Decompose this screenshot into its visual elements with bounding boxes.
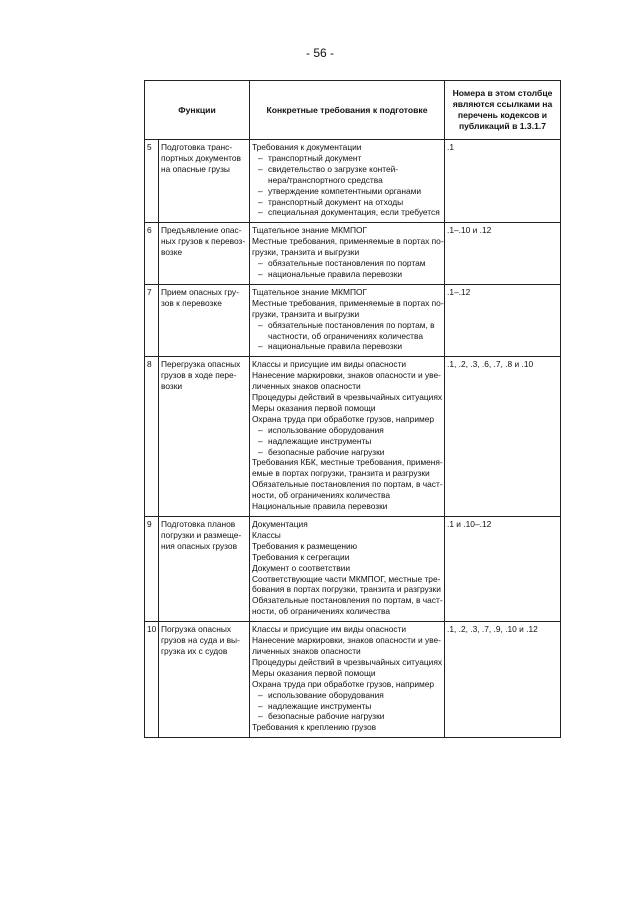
dash-bullet-icon: –: [258, 196, 263, 207]
table-row: [145, 357, 561, 517]
requirement-line: [252, 309, 442, 320]
requirement-line: [252, 606, 442, 617]
requirement-text: Обязательные постановления по портам, в част-: [252, 595, 443, 606]
requirements-cell: [250, 622, 445, 738]
reference-cell: .1, .2, .3, .6, .7, .8 и .10: [445, 357, 561, 517]
requirement-line: [252, 236, 442, 247]
function-line: возки: [161, 381, 183, 392]
dash-bullet-icon: –: [258, 700, 263, 711]
requirement-text: ности, об ограничениях количества: [252, 606, 390, 617]
function-line: Предъявление опас-: [161, 225, 242, 236]
reference-cell: .1–.10 и .12: [445, 223, 561, 285]
requirement-line: [252, 175, 442, 186]
requirements-cell: [250, 223, 445, 285]
requirement-bullet: [252, 269, 442, 280]
row-number: 7: [145, 284, 159, 356]
requirement-bullet: [252, 701, 442, 712]
requirement-line: [252, 370, 442, 381]
requirement-line: [252, 247, 442, 258]
requirement-bullet: [252, 153, 442, 164]
requirements-cell: [250, 357, 445, 517]
requirement-text: Местные требования, применяемые в портах по-: [252, 236, 444, 247]
requirement-line: [252, 530, 442, 541]
requirement-line: [252, 552, 442, 563]
requirement-text: транспортный документ: [268, 152, 362, 163]
row-number: 9: [145, 517, 159, 622]
requirement-line: [252, 595, 442, 606]
requirement-text: Классы и присущие им виды опасности: [252, 359, 407, 370]
dash-bullet-icon: –: [258, 711, 263, 722]
requirement-line: [252, 225, 442, 236]
function-line: зов к перевозке: [161, 297, 222, 308]
function-line: на опасные грузы: [161, 163, 230, 174]
requirement-text: Тщательное знание МКМПОГ: [252, 225, 368, 236]
requirement-text: Классы и присущие им виды опасности: [252, 624, 407, 635]
table-row: [145, 622, 561, 738]
requirement-bullet: [252, 207, 442, 218]
requirement-line: [252, 298, 442, 309]
requirement-text: национальные правила перевозки: [268, 268, 403, 279]
function-cell: [159, 517, 250, 622]
requirement-line: [252, 646, 442, 657]
requirement-text: Нанесение маркировки, знаков опасности и уве-: [252, 635, 441, 646]
requirement-text: Местные требования, применяемые в портах по-: [252, 297, 444, 308]
row-number: 10: [145, 622, 159, 738]
row-number: 5: [145, 140, 159, 223]
requirement-text: Тщательное знание МКМПОГ: [252, 286, 368, 297]
requirement-text: использование оборудования: [268, 689, 384, 700]
requirement-line: [252, 403, 442, 414]
requirement-text: частности, об ограничениях количества: [268, 330, 424, 341]
requirement-line: [252, 457, 442, 468]
requirement-line: [252, 541, 442, 552]
requirement-bullet: [252, 690, 442, 701]
requirement-bullet: [252, 197, 442, 208]
function-line: грузов на суда и вы-: [161, 635, 240, 646]
requirement-text: обязательные постановления по портам, в: [268, 319, 435, 330]
table-row: [145, 140, 561, 223]
requirement-text: Классы: [252, 529, 281, 540]
requirement-text: нера/транспортного средства: [268, 174, 383, 185]
function-line: ния опасных грузов: [161, 540, 238, 551]
requirement-line: [252, 635, 442, 646]
page-number: - 56 -: [305, 46, 334, 60]
function-line: портных документов: [161, 152, 241, 163]
requirement-line: [252, 414, 442, 425]
dash-bullet-icon: –: [258, 163, 263, 174]
dash-bullet-icon: –: [258, 341, 263, 352]
requirements-cell: [250, 140, 445, 223]
requirement-text: Национальные правила перевозки: [252, 501, 388, 512]
requirement-text: Охрана труда при обработке грузов, например: [252, 678, 435, 689]
requirement-text: личенных знаков опасности: [252, 381, 361, 392]
requirement-text: бования в портах погрузки, транзита и разгрузки: [252, 584, 441, 595]
requirements-cell: [250, 517, 445, 622]
requirement-text: грузки, транзита и выгрузки: [252, 308, 360, 319]
requirement-bullet: [252, 320, 442, 331]
requirement-line: [252, 142, 442, 153]
header-references: Номера в этом столбце являются ссылками на перечень кодексов и публикаций в 1.3.1.7: [445, 81, 561, 140]
requirement-bullet: [252, 258, 442, 269]
requirement-text: надлежащие инструменты: [268, 435, 372, 446]
requirement-line: [252, 331, 442, 342]
requirement-bullet: [252, 711, 442, 722]
reference-cell: .1 и .10–.12: [445, 517, 561, 622]
requirement-text: Обязательные постановления по портам, в част-: [252, 479, 443, 490]
requirement-line: [252, 287, 442, 298]
function-line: Подготовка планов: [161, 519, 236, 529]
function-line: грузка их с судов: [161, 645, 228, 656]
row-number: 6: [145, 223, 159, 285]
requirement-text: Требования КБК, местные требования, применя-: [252, 457, 443, 468]
table-row: [145, 284, 561, 356]
row-number: 8: [145, 357, 159, 517]
requirement-line: [252, 359, 442, 370]
dash-bullet-icon: –: [258, 319, 263, 330]
function-line: погрузки и размеще-: [161, 529, 242, 540]
requirement-text: ности, об ограничениях количества: [252, 490, 390, 501]
requirement-bullet: [252, 436, 442, 447]
requirement-line: [252, 679, 442, 690]
requirement-text: грузки, транзита и выгрузки: [252, 247, 360, 258]
requirement-text: Требования к документации: [252, 142, 362, 152]
dash-bullet-icon: –: [258, 185, 263, 196]
reference-cell: .1, .2, .3, .7, .9, .10 и .12: [445, 622, 561, 738]
requirement-text: Процедуры действий в чрезвычайных ситуациях: [252, 392, 443, 403]
dash-bullet-icon: –: [258, 435, 263, 446]
table-row: [145, 223, 561, 285]
function-cell: [159, 284, 250, 356]
dash-bullet-icon: –: [258, 258, 263, 269]
requirement-line: [252, 584, 442, 595]
requirement-line: [252, 501, 442, 512]
requirement-text: Меры оказания первой помощи: [252, 402, 376, 413]
dash-bullet-icon: –: [258, 268, 263, 279]
table-header-row: [145, 81, 561, 140]
requirement-text: безопасные рабочие нагрузки: [268, 711, 385, 722]
requirements-cell: [250, 284, 445, 356]
dash-bullet-icon: –: [258, 446, 263, 457]
requirement-text: емые в портах погрузки, транзита и разгрузки: [252, 468, 430, 479]
requirement-text: использование оборудования: [268, 424, 384, 435]
reference-cell: .1: [445, 140, 561, 223]
requirement-line: [252, 392, 442, 403]
requirement-line: [252, 468, 442, 479]
requirement-line: [252, 490, 442, 501]
header-requirements: Конкретные требования к подготовке: [250, 81, 445, 140]
dash-bullet-icon: –: [258, 207, 263, 218]
requirement-text: Процедуры действий в чрезвычайных ситуациях: [252, 656, 443, 667]
requirement-line: [252, 381, 442, 392]
requirement-text: транспортный документ на отходы: [268, 196, 404, 207]
requirement-text: Меры оказания первой помощи: [252, 667, 376, 678]
requirement-text: свидетельство о загрузке контей-: [268, 163, 399, 174]
requirement-line: [252, 519, 442, 530]
requirement-text: безопасные рабочие нагрузки: [268, 446, 385, 457]
requirement-line: [252, 668, 442, 679]
requirement-text: личенных знаков опасности: [252, 645, 361, 656]
requirement-text: специальная документация, если требуется: [268, 207, 440, 218]
function-line: Подготовка транс-: [161, 142, 233, 152]
requirement-bullet: [252, 186, 442, 197]
function-line: грузов в ходе пере-: [161, 370, 237, 381]
requirement-bullet: [252, 447, 442, 458]
function-cell: [159, 140, 250, 223]
requirement-line: [252, 479, 442, 490]
requirement-text: Требования к креплению грузов: [252, 722, 377, 733]
requirement-text: Нанесение маркировки, знаков опасности и уве-: [252, 370, 441, 381]
dash-bullet-icon: –: [258, 424, 263, 435]
requirement-text: Документация: [252, 519, 308, 529]
requirement-bullet: [252, 164, 442, 175]
requirement-line: [252, 574, 442, 585]
requirement-text: Соответствующие части МКМПОГ, местные тре-: [252, 573, 441, 584]
function-line: Перегрузка опасных: [161, 359, 241, 370]
requirement-line: [252, 722, 442, 733]
requirement-text: надлежащие инструменты: [268, 700, 372, 711]
function-cell: [159, 223, 250, 285]
function-cell: [159, 357, 250, 517]
function-line: ных грузов к перевоз-: [161, 236, 246, 247]
requirement-text: Документ о соответствии: [252, 562, 351, 573]
function-line: возке: [161, 247, 183, 258]
reference-cell: .1–.12: [445, 284, 561, 356]
function-cell: [159, 622, 250, 738]
requirement-line: [252, 657, 442, 668]
requirement-line: [252, 563, 442, 574]
requirement-bullet: [252, 425, 442, 436]
header-functions: Функции: [145, 81, 250, 140]
requirement-line: [252, 624, 442, 635]
requirement-text: Охрана труда при обработке грузов, например: [252, 413, 435, 424]
requirement-bullet: [252, 341, 442, 352]
requirement-text: Требования к сегрегации: [252, 551, 350, 562]
function-line: Погрузка опасных: [161, 624, 232, 635]
requirement-text: Требования к размещению: [252, 540, 358, 551]
requirement-text: обязательные постановления по портам: [268, 258, 426, 269]
requirement-text: национальные правила перевозки: [268, 341, 403, 352]
dash-bullet-icon: –: [258, 689, 263, 700]
table-row: [145, 517, 561, 622]
dash-bullet-icon: –: [258, 152, 263, 163]
requirement-text: утверждение компетентными органами: [268, 185, 422, 196]
function-line: Прием опасных гру-: [161, 286, 239, 297]
requirements-table: [144, 80, 561, 738]
